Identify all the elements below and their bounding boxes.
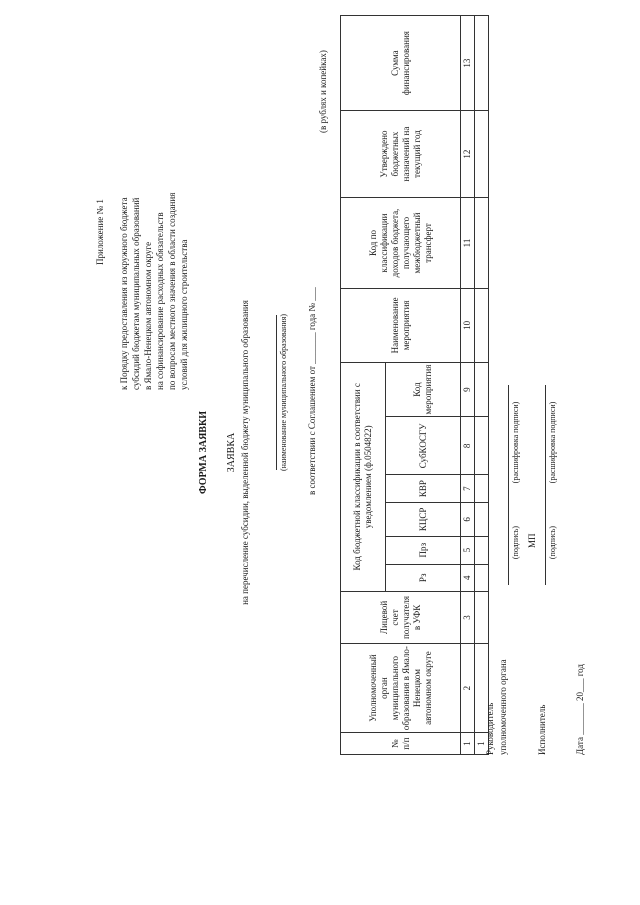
column-number: 10 <box>461 289 475 363</box>
header-account: Лицевой счет получателя в УФК <box>341 592 461 644</box>
column-number: 2 <box>461 643 475 732</box>
table-cell <box>475 197 489 288</box>
head-signature-caption: (подпись) <box>511 525 520 560</box>
appendix-title: Приложение № 1 <box>95 199 105 265</box>
header-event-code: Код мероприятия <box>386 362 461 417</box>
column-number: 9 <box>461 362 475 417</box>
request-subheading: на перечисление субсидии, выделенной бюджету муниципального образования <box>240 300 250 605</box>
header-approved: Утверждено бюджетных назначений на текущий год <box>341 111 461 198</box>
executor-decode-caption: (расшифровка подписи) <box>548 401 557 484</box>
header-kcsr: КЦСР <box>386 503 461 537</box>
header-subkosgu: СубКОСГУ <box>386 417 461 475</box>
request-table <box>340 15 489 755</box>
table-cell <box>475 475 489 503</box>
head-label-body: уполномоченного органа <box>498 659 508 755</box>
table-cell <box>475 111 489 198</box>
column-number: 12 <box>461 111 475 198</box>
table-cell <box>475 362 489 417</box>
head-signature-line <box>508 500 509 585</box>
appendix-line: к Порядку предоставления из окружного бюджета <box>119 197 129 390</box>
column-number: 13 <box>461 16 475 111</box>
table-cell <box>475 564 489 592</box>
municipality-line <box>276 315 277 470</box>
column-number: 1 <box>461 733 475 755</box>
column-number: 7 <box>461 475 475 503</box>
table-cell <box>475 592 489 644</box>
header-num: № п/п <box>341 733 461 755</box>
column-number: 3 <box>461 592 475 644</box>
date-line: Дата _______ 20___ год <box>575 664 585 755</box>
appendix-line: на софинансирование расходных обязательств <box>155 212 165 390</box>
stamp-label: МП <box>527 533 537 548</box>
header-event-name: Наименование мероприятия <box>341 289 461 363</box>
column-number: 8 <box>461 417 475 475</box>
appendix-line: субсидий бюджетам муниципальных образований <box>131 197 141 390</box>
header-prz: Прз <box>386 536 461 564</box>
executor-signature-line <box>545 500 546 585</box>
header-rz: Рз <box>386 564 461 592</box>
table-cell <box>475 289 489 363</box>
row-number: 1 <box>475 733 489 755</box>
appendix-text <box>118 193 190 390</box>
appendix-line: по вопросам местного значения в области создания <box>167 192 177 390</box>
table-cell <box>475 503 489 537</box>
header-authorized-body: Уполномоченный орган муниципального образования в Ямало-Ненецком автономном округе <box>341 643 461 732</box>
request-heading: ЗАЯВКА <box>226 432 237 473</box>
column-number: 6 <box>461 503 475 537</box>
form-title: ФОРМА ЗАЯВКИ <box>198 411 209 494</box>
table-cell <box>475 417 489 475</box>
table-row <box>475 16 489 755</box>
column-number-row <box>461 16 475 755</box>
appendix-line: в Ямало-Ненецком автономном округе <box>143 241 153 390</box>
table-cell <box>475 16 489 111</box>
header-kvr: КВР <box>386 475 461 503</box>
header-code-group: Код бюджетной классификации в соответствии с уведомлением (ф.0504822) <box>341 362 386 591</box>
municipality-caption: (наименование муниципального образования) <box>279 314 288 471</box>
column-number: 5 <box>461 536 475 564</box>
header-income-code: Код по классификации доходов бюджета, получающего межбюджетный трансферт <box>341 197 461 288</box>
appendix-line: условий для жилищного строительства <box>179 239 189 390</box>
table-cell <box>475 536 489 564</box>
column-number: 4 <box>461 564 475 592</box>
head-label: Руководитель <box>485 702 495 755</box>
executor-signature-caption: (подпись) <box>548 525 557 560</box>
agreement-line: в соответствии с Соглашением от _______ года № ___ <box>307 287 317 495</box>
column-number: 11 <box>461 197 475 288</box>
header-amount: Сумма финансирования <box>341 16 461 111</box>
units-note: (в рублях и копейках) <box>318 50 328 133</box>
executor-decode-line <box>545 385 546 500</box>
head-decode-line <box>508 385 509 500</box>
header-row <box>341 16 386 755</box>
executor-label: Исполнитель <box>537 704 547 755</box>
head-decode-caption: (расшифровка подписи) <box>511 401 520 484</box>
